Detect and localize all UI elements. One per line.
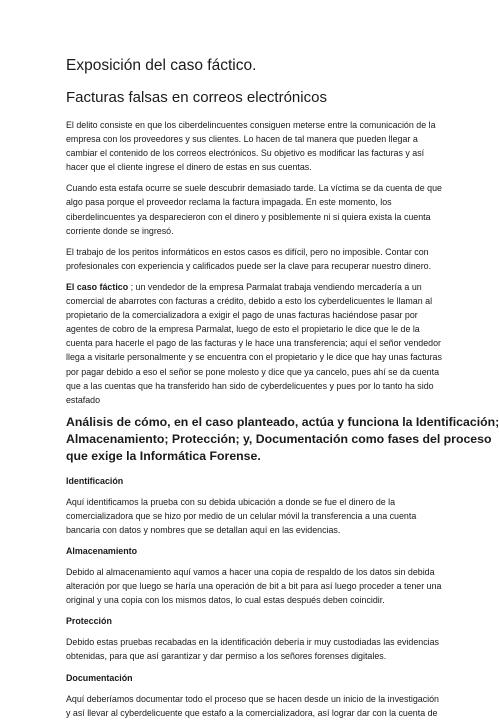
section-body-proteccion [66,635,439,663]
section-title-almacenamiento: Almacenamiento [66,546,138,557]
text-line: profesionales con experiencia y calificados puede ser la clave para recuperar nuestro dinero. [66,260,432,271]
section-title-proteccion: Protección [66,616,112,627]
section-body-almacenamiento [66,565,442,607]
text-line: comercializadora que se hizo por medio de un celular móvil la transferencia a una cuenta [66,510,417,521]
section-title-identificacion: Identificación [66,475,124,486]
text-line: comercial de abarrotes con facturas a crédito, debido a esto los cyberdelicuentes le llaman al [66,296,433,307]
text-line: original y una copia con los mismos datos, lo cual estas después deben coincidir. [66,595,385,606]
text-line: propietario de la comercializadora a exigir el pago de unas facturas haciéndose pasar por [66,310,418,321]
text-line: Cuando esta estafa ocurre se suele descubrir demasiado tarde. La víctima se da cuenta de que [66,183,442,194]
text-line: corriente donde se ingresó. [66,225,174,236]
analysis-heading [66,414,499,465]
text-line: por pagar debido a eso el señor se pone molesto y dice que ya cancelo, pues ahí se da cuenta [66,366,440,377]
text-line: que a las cuentas que ha transferido han sido de cyberdelicuentes y pues por lo tanto ha sido [66,380,434,391]
case-first-line: ; un vendedor de la empresa Parmalat trabaja vendiendo mercadería a un [128,281,422,292]
paragraph-discovery [66,181,442,237]
text-line: alteración por que luego se haría una operación de bit a bit para así luego proceder a tener una [66,581,442,592]
text-line: El delito consiste en que los ciberdelincuentes consiguen meterse entre la comunicación de la [66,120,436,130]
text-line: hacer que el cliente ingrese el dinero de estas en sus cuentas. [66,162,312,173]
text-line: llega a visitarle personalmente y se encuentra con el propietario y le dice que hay unas facturas [66,352,442,363]
text-line: Debido estas pruebas recabadas en la identificación debería ir muy custodiadas las evidencias [66,637,439,648]
text-line: cuenta para hacerle el pago de las facturas y le hace una transferencia; aquí el señor vendedor [66,338,441,349]
document-title: Exposición del caso fáctico. [66,57,257,74]
section-title-documentacion: Documentación [66,672,133,683]
text-line: Debido al almacenamiento aquí vamos a hacer una copia de respaldo de los datos sin debida [66,567,435,578]
text-line: El trabajo de los peritos informáticos en estos casos es difícil, pero no imposible. Contar con [66,246,429,257]
text-line [66,280,422,294]
text-line: ciberdelincuentes ya desparecieron con el dinero y posiblemente ni si quiera exista la cuenta [66,211,431,222]
section-body-identificacion [66,495,417,537]
text-line: agentes de cobro de la empresa Parmalat, luego de esto el propietario le dice que le de la [66,324,420,335]
text-line: bancaria con datos y nombres que se detallan aquí en las evidencias. [66,524,341,535]
text-line: algo pasa porque el proveedor reclama la factura impagada. En este momento, los [66,197,392,208]
text-line: estafado [66,394,101,405]
paragraph-intro [66,118,436,174]
text-line: cambiar el contenido de los correos electrónicos. Su objetivo es modificar las facturas y así [66,148,425,159]
text-line: empresa con los proveedores y sus clientes. Lo hacen de tal manera que pueden llegar a [66,134,418,145]
document-body [66,56,499,727]
heading-line: que exige la Informática Forense. [66,448,261,463]
text-line: obtenidas, para que así garantizar y dar permiso a los señores forenses digitales. [66,651,387,662]
document-subtitle: Facturas falsas en correos electrónicos [66,89,327,106]
paragraph-case [66,280,442,407]
section-body-documentacion [66,692,439,720]
text-line: Aquí deberíamos documentar todo el proceso que se hacen desde un inicio de la investigación [66,693,439,704]
text-line: y así llevar al cyberdelicuente que estafo a la comercializadora, así lograr dar con la cuenta de [66,707,438,718]
case-label: El caso fáctico [66,281,129,292]
text-line: Aquí identificamos la prueba con su debida ubicación a donde se fue el dinero de la [66,496,396,507]
paragraph-experts [66,245,432,273]
heading-line: Análisis de cómo, en el caso planteado, actúa y funciona la Identificación; [66,414,499,429]
heading-line: Almacenamiento; Protección; y, Documentación como fases del proceso [66,431,492,446]
